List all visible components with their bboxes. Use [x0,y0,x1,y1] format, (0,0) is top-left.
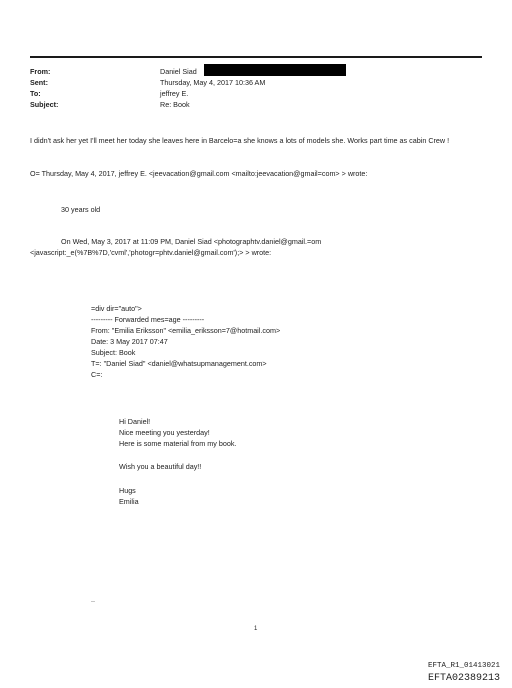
subject-value: Re: Book [160,100,190,109]
greeting-line: Hi Daniel! [119,417,151,426]
message-line-2: Here is some material from my book. [119,439,237,448]
forwarded-to: T=: "Daniel Siad" <daniel@whatsupmanagement.com> [91,359,267,368]
from-label: From: [30,67,51,76]
hugs-line: Hugs [119,486,136,495]
header-rule [30,56,482,58]
wed-quote-line-1: On Wed, May 3, 2017 at 11:09 PM, Daniel Siad <photographtv.daniel@gmail.=om [61,237,322,246]
quote-line: O= Thursday, May 4, 2017, jeffrey E. <jeevacation@gmail.com <mailto:jeevacation@gmail=com> > wrote: [30,169,368,178]
sent-label: Sent: [30,78,48,87]
trailing-mark: .. [91,595,95,604]
to-value: jeffrey E. [160,89,189,98]
message-line-1: Nice meeting you yesterday! [119,428,210,437]
forwarded-cc: C=: [91,370,103,379]
forwarded-date: Date: 3 May 2017 07:47 [91,337,168,346]
redaction-box [204,64,346,76]
wed-quote-line-2: <javascript:_e(%7B%7D,'cvml','photogr=phtv.daniel@gmail.com');> > wrote: [30,248,272,257]
forwarded-from: From: "Emilia Eriksson" <emilia_eriksson=7@hotmail.com> [91,326,281,335]
page-number: 1 [254,626,258,632]
to-label: To: [30,89,41,98]
body-paragraph: I didn't ask her yet I'll meet her today she leaves here in Barcelo=a she knows a lots of models she. Works part time as cabin Crew ! [30,136,450,145]
forwarded-header: --------- Forwarded mes=age --------- [91,315,205,324]
from-value: Daniel Siad [160,67,197,76]
wish-line: Wish you a beautiful day!! [119,462,202,471]
footer-id-1: EFTA_R1_01413021 [427,662,500,670]
forwarded-subject: Subject: Book [91,348,136,357]
div-tag-line: =div dir="auto"> [91,304,142,313]
sent-value: Thursday, May 4, 2017 10:36 AM [160,78,266,87]
subject-label: Subject: [30,100,59,109]
footer-id-2: EFTA02389213 [427,673,500,684]
signature-name: Emilia [119,497,139,506]
age-line: 30 years old [61,205,101,214]
